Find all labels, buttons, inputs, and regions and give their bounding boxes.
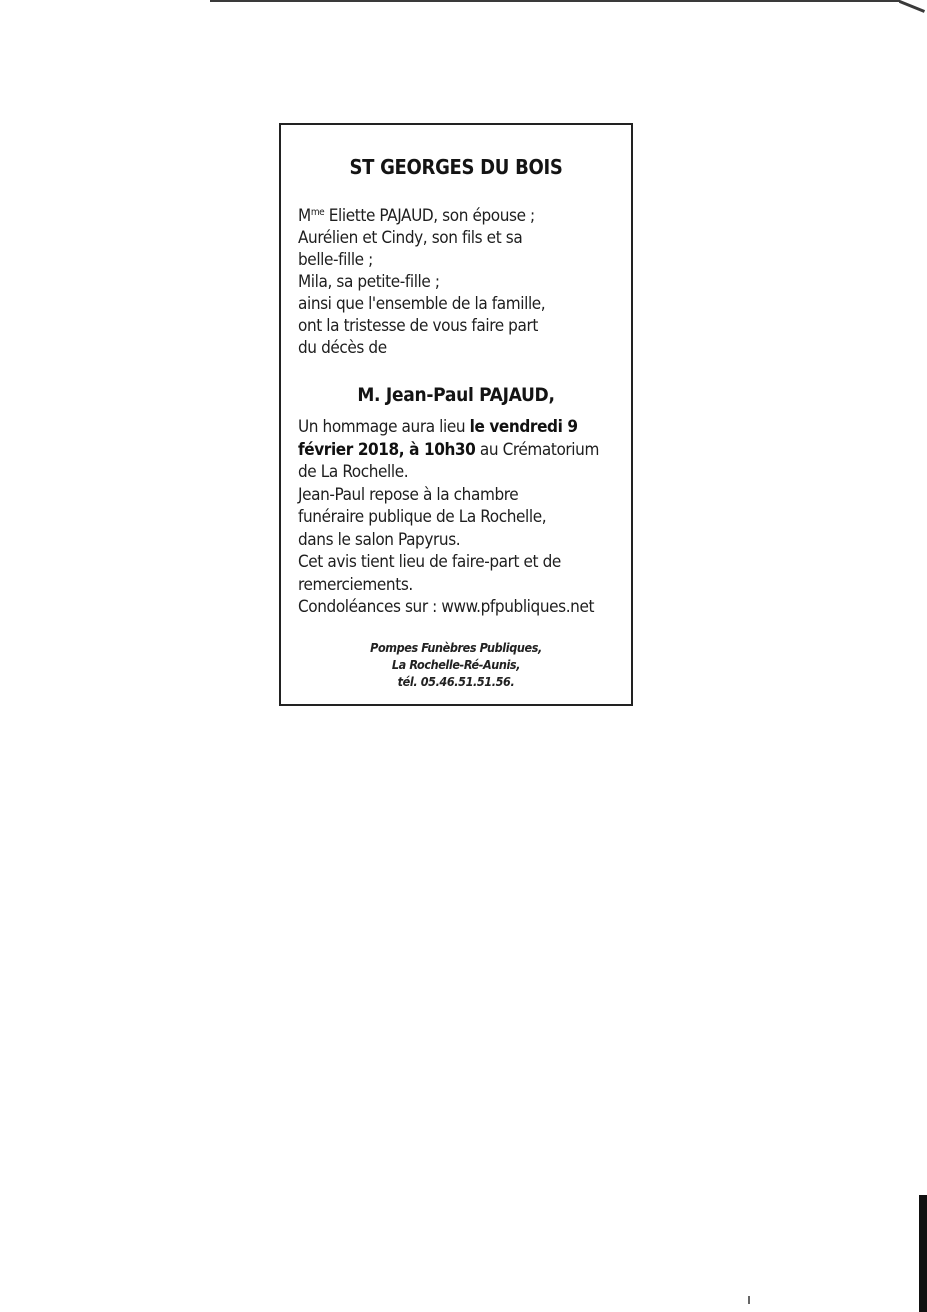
signature-line: La Rochelle-Ré-Aunis, xyxy=(391,657,521,672)
tribute-date-time: février 2018, à 10h30 xyxy=(298,439,476,460)
details-line: de La Rochelle. xyxy=(298,462,409,482)
title-prefix: M xyxy=(298,206,311,226)
spouse-text: Eliette PAJAUD, son épouse ; xyxy=(324,206,535,226)
signature-line: Pompes Funèbres Publiques, xyxy=(370,640,542,655)
family-line: ont la tristesse de vous faire part xyxy=(298,316,538,336)
title-superscript: me xyxy=(310,207,325,218)
tribute-date: le vendredi 9 xyxy=(469,417,578,437)
obituary-notice xyxy=(279,123,633,706)
details-line: remerciements. xyxy=(298,574,413,595)
tribute-place: au Crématorium xyxy=(475,439,599,460)
details-line: dans le salon Papyrus. xyxy=(298,529,461,550)
family-line: Aurélien et Cindy, son fils et sa xyxy=(298,228,523,248)
details-line xyxy=(298,416,628,439)
funeral-home-signature xyxy=(281,639,631,690)
scan-edge-corner xyxy=(899,0,925,13)
tribute-intro: Un hommage aura lieu xyxy=(298,417,470,437)
scan-edge-right xyxy=(919,1195,927,1312)
details-line: Cet avis tient lieu de faire-part et de xyxy=(298,552,561,572)
details-line: Jean-Paul repose à la chambre xyxy=(298,484,519,505)
family-line: belle-fille ; xyxy=(298,250,373,270)
details-line xyxy=(298,439,628,462)
family-announcement xyxy=(298,205,628,359)
family-line xyxy=(298,205,628,227)
deceased-name: M. Jean-Paul PAJAUD, xyxy=(357,384,555,406)
details-line: funéraire publique de La Rochelle, xyxy=(298,507,547,527)
family-line: Mila, sa petite-fille ; xyxy=(298,272,440,292)
scan-speck xyxy=(748,1296,750,1304)
family-line: ainsi que l'ensemble de la famille, xyxy=(298,294,546,314)
family-line: du décès de xyxy=(298,338,387,358)
condolences-line: Condoléances sur : www.pfpubliques.net xyxy=(298,597,595,617)
ceremony-details xyxy=(298,416,628,619)
scan-edge-top xyxy=(210,0,900,2)
notice-place-heading: ST GEORGES DU BOIS xyxy=(349,155,563,179)
signature-phone: tél. 05.46.51.51.56. xyxy=(397,674,515,689)
